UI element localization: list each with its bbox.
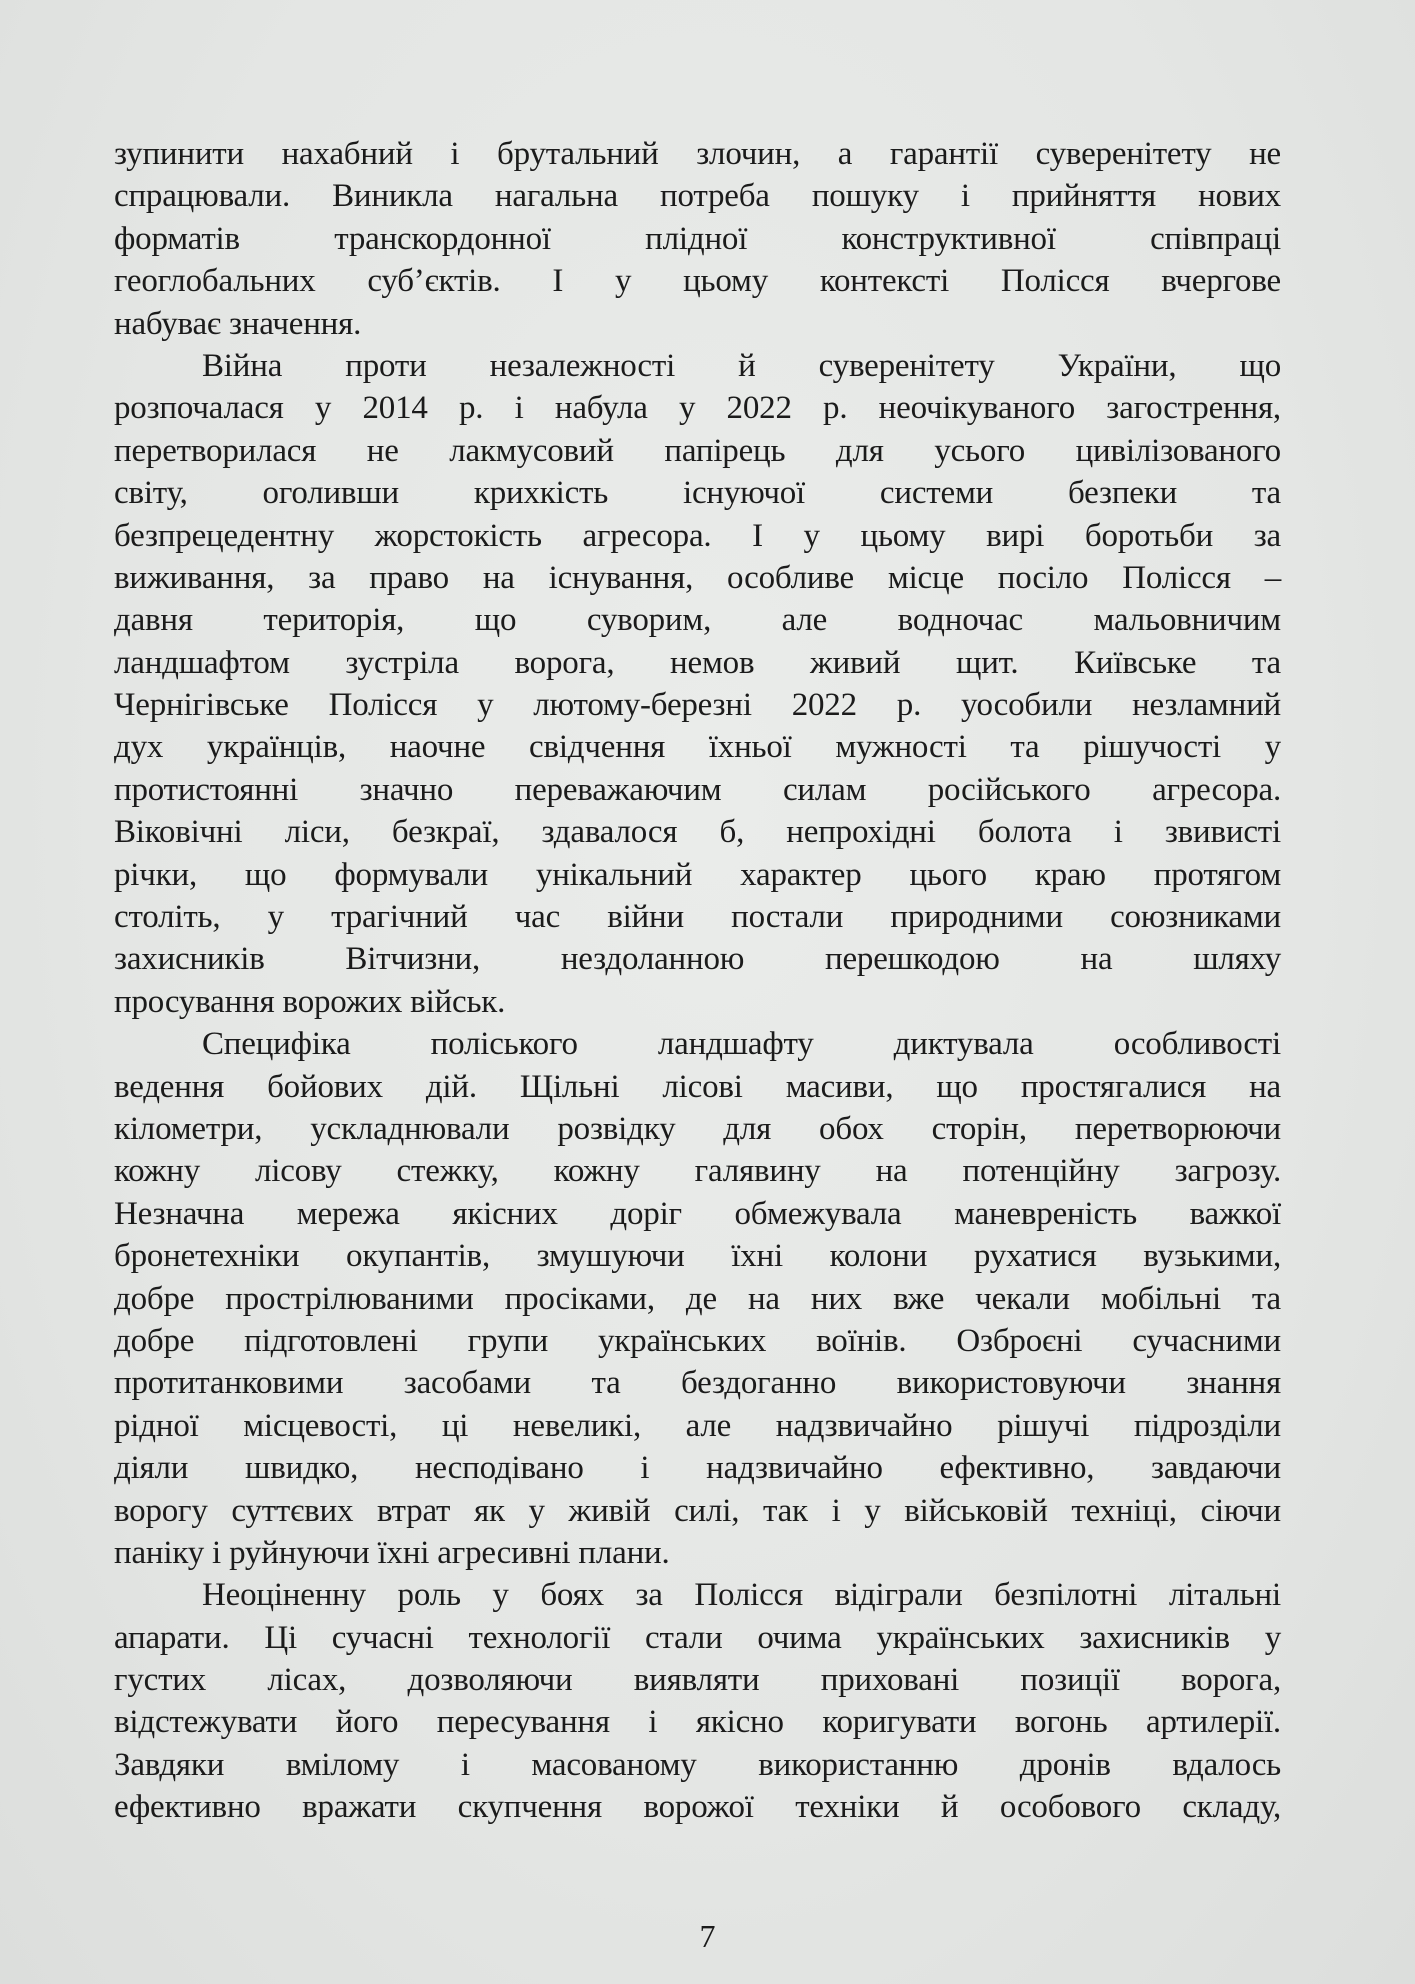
text-line: розпочалася у 2014 р. і набула у 2022 р. неочікуваного загострення, xyxy=(114,390,1281,427)
text-line: Чернігівське Полісся у лютому-березні 2022 р. уособили незламний xyxy=(114,687,1281,724)
text-line: бронетехніки окупантів, змушуючи їхні колони рухатися вузькими, xyxy=(114,1238,1281,1275)
text-line: форматів транскордонної плідної конструктивної співпраці xyxy=(114,220,1281,257)
text-line: відстежувати його пересування і якісно коригувати вогонь артилерії. xyxy=(114,1704,1281,1741)
text-line: Специфіка поліського ландшафту диктувала особливості xyxy=(202,1026,1281,1063)
text-line: геоглобальних суб’єктів. І у цьому контексті Полісся вчергове xyxy=(114,263,1281,300)
text-line: спрацювали. Виникла нагальна потреба пошуку і прийняття нових xyxy=(114,178,1281,215)
text-line: ефективно вражати скупчення ворожої техніки й особового складу, xyxy=(114,1789,1281,1826)
text-line: густих лісах, дозволяючи виявляти приховані позиції ворога, xyxy=(114,1662,1281,1699)
text-line: Незначна мережа якісних доріг обмежувала маневреність важкої xyxy=(114,1195,1281,1232)
text-line: дух українців, наочне свідчення їхньої мужності та рішучості у xyxy=(114,729,1281,766)
text-line: діяли швидко, несподівано і надзвичайно ефективно, завдаючи xyxy=(114,1450,1281,1487)
text-line: ландшафтом зустріла ворога, немов живий щит. Київське та xyxy=(114,644,1281,681)
text-line: Неоціненну роль у боях за Полісся відіграли безпілотні літальні xyxy=(202,1577,1281,1614)
text-line: ворогу суттєвих втрат як у живій силі, так і у військовій техніці, сіючи xyxy=(114,1492,1281,1529)
text-line: світу, оголивши крихкість існуючої системи безпеки та xyxy=(114,475,1281,512)
text-line: виживання, за право на існування, особливе місце посіло Полісся – xyxy=(114,559,1281,596)
text-line: паніку і руйнуючи їхні агресивні плани. xyxy=(114,1534,670,1571)
text-line: перетворилася не лакмусовий папірець для усього цивілізованого xyxy=(114,432,1281,469)
text-line: Завдяки вмілому і масованому використанню дронів вдалось xyxy=(114,1746,1281,1783)
text-line: ведення бойових дій. Щільні лісові масиви, що простягалися на xyxy=(114,1068,1281,1105)
text-line: рідної місцевості, ці невеликі, але надзвичайно рішучі підрозділи xyxy=(114,1407,1281,1444)
text-line: річки, що формували унікальний характер цього краю протягом xyxy=(114,856,1281,893)
text-line: Віковічні ліси, безкраї, здавалося б, непрохідні болота і звивисті xyxy=(114,814,1281,851)
text-line: добре прострілюваними просіками, де на них вже чекали мобільні та xyxy=(114,1280,1281,1317)
paragraph-2 xyxy=(114,345,1281,1023)
paragraph-1 xyxy=(114,133,1281,345)
text-line: протистоянні значно переважаючим силам російського агресора. xyxy=(114,771,1281,808)
text-line: набуває значення. xyxy=(114,305,362,342)
text-line: добре підготовлені групи українських воїнів. Озброєні сучасними xyxy=(114,1322,1281,1359)
text-line: Війна проти незалежності й суверенітету України, що xyxy=(202,347,1281,384)
text-line: зупинити нахабний і брутальний злочин, а гарантії суверенітету не xyxy=(114,136,1281,172)
text-line: захисників Вітчизни, нездоланною перешкодою на шляху xyxy=(114,941,1281,978)
paragraph-3 xyxy=(114,1023,1281,1574)
text-line: кілометри, ускладнювали розвідку для обох сторін, перетворюючи xyxy=(114,1110,1281,1147)
text-line: апарати. Ці сучасні технології стали очима українських захисників у xyxy=(114,1619,1281,1656)
text-line: безпрецедентну жорстокість агресора. І у цьому вирі боротьби за xyxy=(114,517,1281,554)
page-number: 7 xyxy=(699,1918,716,1954)
text-line: століть, у трагічний час війни постали природними союзниками xyxy=(114,899,1281,936)
body-text xyxy=(114,133,1281,1829)
paragraph-4 xyxy=(114,1574,1281,1828)
text-line: протитанковими засобами та бездоганно використовуючи знання xyxy=(114,1365,1281,1402)
text-line: кожну лісову стежку, кожну галявину на потенційну загрозу. xyxy=(114,1153,1281,1190)
text-line: просування ворожих військ. xyxy=(114,983,506,1020)
text-line: давня територія, що суворим, але водночас мальовничим xyxy=(114,602,1281,639)
